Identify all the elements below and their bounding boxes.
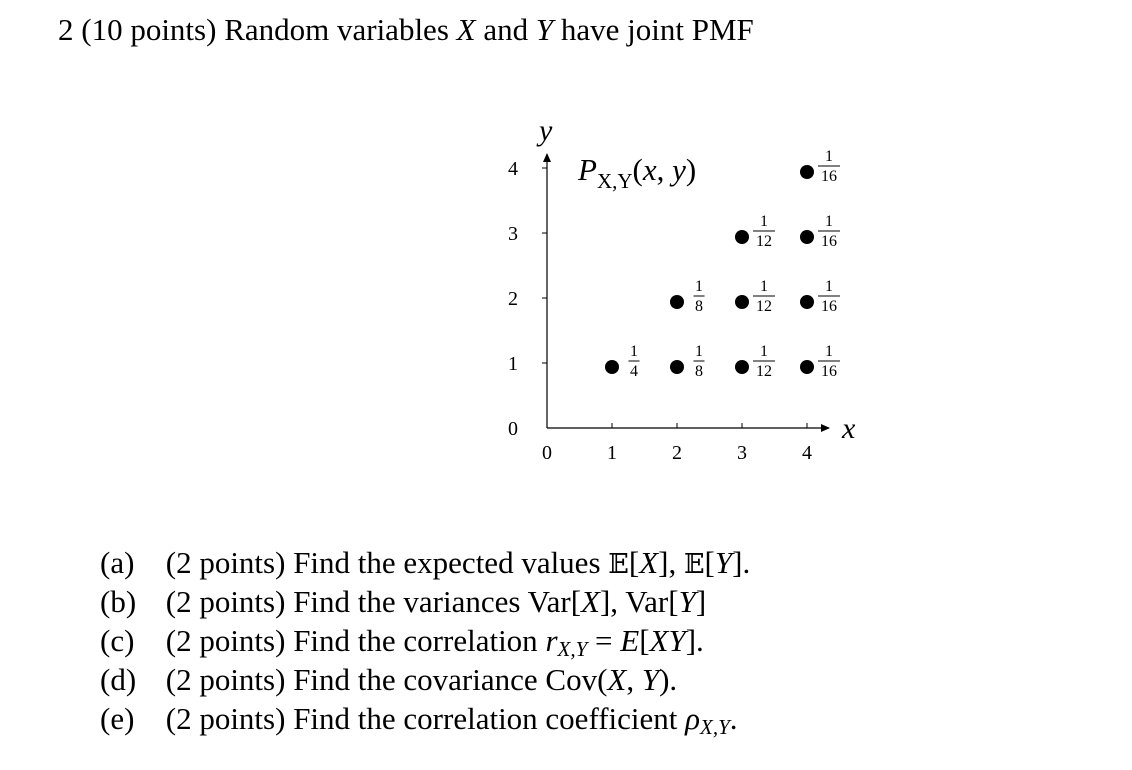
part-e — [100, 699, 750, 738]
x-tick-label: 4 — [802, 442, 812, 464]
problem-text-2: have joint PMF — [560, 12, 754, 47]
part-text: Find the variances — [293, 584, 521, 619]
part-points: (2 points) — [165, 584, 286, 619]
part-text: Find the expected values — [293, 545, 601, 580]
pmf-point — [800, 295, 814, 309]
pmf-numerator: 1 — [630, 343, 638, 360]
part-text: Find the covariance — [293, 662, 538, 697]
pmf-point — [800, 360, 814, 374]
pmf-denominator: 4 — [630, 363, 638, 380]
problem-and: and — [483, 12, 529, 47]
y-tick-label: 0 — [508, 418, 518, 440]
part-math: 𝔼[X], 𝔼[Y]. — [608, 545, 751, 580]
pmf-point — [670, 360, 684, 374]
pmf-point — [800, 165, 814, 179]
pmf-point — [670, 295, 684, 309]
part-label: (e) — [100, 701, 135, 736]
y-tick-label: 2 — [508, 288, 518, 310]
pmf-numerator: 1 — [825, 278, 833, 295]
pmf-point — [735, 230, 749, 244]
part-points: (2 points) — [165, 662, 286, 697]
x-axis-label: x — [842, 412, 856, 445]
pmf-point — [735, 295, 749, 309]
pmf-denominator: 16 — [821, 363, 837, 380]
var-y: Y — [535, 12, 554, 47]
part-text: Find the correlation — [293, 623, 538, 658]
part-points: (2 points) — [165, 623, 286, 658]
part-label: (c) — [100, 623, 135, 658]
pmf-denominator: 12 — [756, 298, 772, 315]
pmf-numerator: 1 — [760, 213, 768, 230]
pmf-denominator: 12 — [756, 363, 772, 380]
pmf-numerator: 1 — [825, 213, 833, 230]
x-tick-label: 2 — [672, 442, 682, 464]
pmf-denominator: 16 — [821, 168, 837, 185]
pmf-denominator: 8 — [695, 298, 703, 315]
part-text: Find the correlation coefficient — [293, 701, 678, 736]
part-label: (b) — [100, 584, 137, 619]
pmf-point — [605, 360, 619, 374]
pmf-numerator: 1 — [760, 278, 768, 295]
chart-title: $P_{X,Y}(x$, y) — [578, 152, 697, 193]
pmf-numerator: 1 — [695, 343, 703, 360]
problem-text-1: Random variables — [224, 12, 449, 47]
x-tick-label: 3 — [737, 442, 747, 464]
part-d — [100, 660, 750, 699]
part-label: (d) — [100, 662, 137, 697]
part-a — [100, 543, 750, 582]
problem-points: (10 points) — [81, 12, 217, 47]
part-points: (2 points) — [165, 545, 286, 580]
part-points: (2 points) — [165, 701, 286, 736]
pmf-denominator: 16 — [821, 233, 837, 250]
y-axis-label: y — [539, 114, 553, 147]
part-c — [100, 621, 750, 660]
pmf-denominator: 8 — [695, 363, 703, 380]
var-x: X — [456, 12, 476, 47]
part-math: $\rho_{X,Y}$. — [685, 701, 738, 739]
parts-list — [100, 543, 750, 738]
y-tick-label: 4 — [508, 158, 518, 180]
y-tick-label: 1 — [508, 353, 518, 375]
x-tick-label: 1 — [607, 442, 617, 464]
problem-number: 2 — [58, 12, 74, 47]
y-tick-label: 3 — [508, 223, 518, 245]
part-math: Var[X], Var[Y] — [527, 584, 707, 619]
part-label: (a) — [100, 545, 135, 580]
pmf-point — [735, 360, 749, 374]
pmf-denominator: 16 — [821, 298, 837, 315]
pmf-denominator: 12 — [756, 233, 772, 250]
pmf-numerator: 1 — [825, 148, 833, 165]
part-math: $r_{X,Y} = E[XY]$. — [545, 623, 704, 661]
pmf-numerator: 1 — [760, 343, 768, 360]
pmf-point — [800, 230, 814, 244]
pmf-numerator: 1 — [695, 278, 703, 295]
part-math: Cov(X, Y). — [545, 662, 678, 697]
part-b — [100, 582, 750, 621]
pmf-numerator: 1 — [825, 343, 833, 360]
x-tick-label: 0 — [542, 442, 552, 464]
